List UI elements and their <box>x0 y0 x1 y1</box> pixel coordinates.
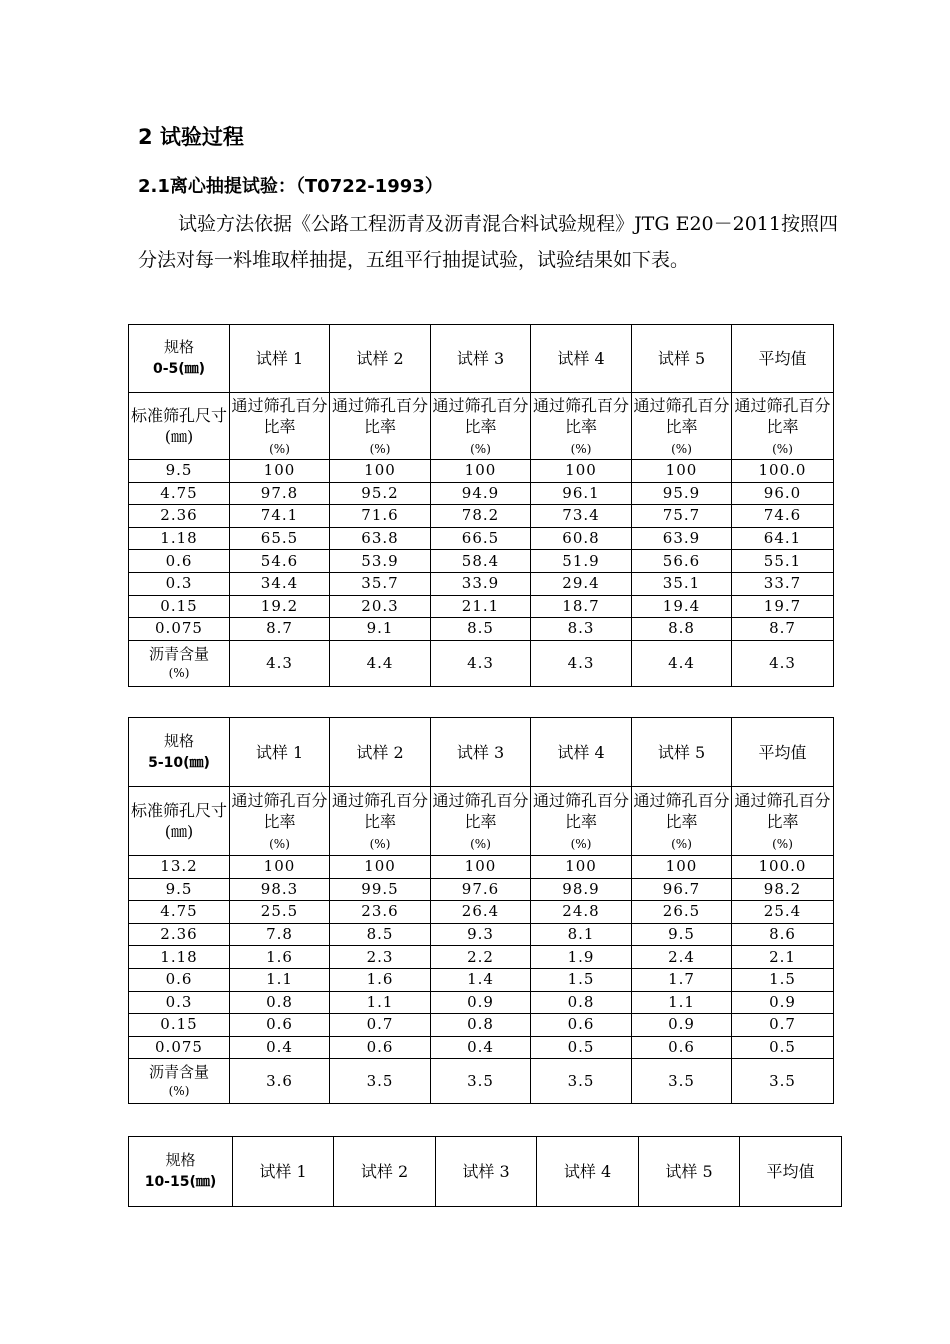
sample-value-cell: 98.9 <box>531 878 632 901</box>
sample-value-cell: 33.9 <box>431 572 531 595</box>
table-row <box>129 527 834 550</box>
pct-label: (%) <box>671 836 692 851</box>
sieve-size-cell: 0.15 <box>129 1014 230 1037</box>
col-header-sample-4: 试样 4 <box>537 1137 639 1207</box>
sample-value-cell: 58.4 <box>431 550 531 573</box>
sample-value-cell: 95.2 <box>330 482 431 505</box>
sample-value-cell: 1.5 <box>531 968 632 991</box>
sample-value-cell: 0.6 <box>230 1014 330 1037</box>
pct-label: (%) <box>470 836 491 851</box>
col-header-average: 平均值 <box>732 718 834 787</box>
average-value-cell: 33.7 <box>732 572 834 595</box>
pct-label: (%) <box>369 441 391 456</box>
sample-value-cell: 19.2 <box>230 595 330 618</box>
asphalt-value: 3.6 <box>230 1059 330 1104</box>
sample-value-cell: 8.5 <box>330 923 431 946</box>
table-row <box>129 505 834 528</box>
sample-value-cell: 8.5 <box>431 618 531 641</box>
average-value-cell: 2.1 <box>732 946 834 969</box>
sieve-size-cell: 0.3 <box>129 572 230 595</box>
sample-value-cell: 75.7 <box>632 505 732 528</box>
col-header-sample-1: 试样 1 <box>230 325 330 393</box>
sample-value-cell: 100 <box>330 856 431 879</box>
table-row <box>129 460 834 483</box>
col-header-sample-5: 试样 5 <box>632 325 732 393</box>
sieve-table-10-15 <box>128 1136 842 1207</box>
sample-value-cell: 0.6 <box>632 1036 732 1059</box>
subsection-heading: 2.1离心抽提试验：（T0722-1993） <box>138 176 443 197</box>
col-header-sample-2: 试样 2 <box>330 325 431 393</box>
sample-value-cell: 96.7 <box>632 878 732 901</box>
sieve-size-cell: 0.6 <box>129 968 230 991</box>
sample-value-cell: 1.1 <box>330 991 431 1014</box>
asphalt-value: 3.5 <box>330 1059 431 1104</box>
sample-value-cell: 51.9 <box>531 550 632 573</box>
col-header-sample-3: 试样 3 <box>436 1137 537 1207</box>
pass-label: 通过筛孔百分比率 <box>633 395 730 436</box>
average-value-cell: 100.0 <box>732 460 834 483</box>
asphalt-value: 4.4 <box>330 640 431 686</box>
sample-value-cell: 25.5 <box>230 901 330 924</box>
sample-value-cell: 65.5 <box>230 527 330 550</box>
pct-label: (%) <box>570 441 592 456</box>
col-header-sample-2: 试样 2 <box>330 718 431 787</box>
sample-value-cell: 63.8 <box>330 527 431 550</box>
asphalt-value: 4.3 <box>531 640 632 686</box>
sample-value-cell: 0.8 <box>230 991 330 1014</box>
pass-label-cell <box>230 787 330 856</box>
table-row <box>129 923 834 946</box>
sample-value-cell: 100 <box>431 856 531 879</box>
pass-label: 通过筛孔百分比率 <box>231 790 328 831</box>
pass-label-cell <box>431 393 531 460</box>
average-value-cell: 25.4 <box>732 901 834 924</box>
average-value-cell: 74.6 <box>732 505 834 528</box>
spec-label: 规格 <box>165 1151 196 1169</box>
sample-value-cell: 34.4 <box>230 572 330 595</box>
sample-value-cell: 1.6 <box>230 946 330 969</box>
asphalt-value: 3.5 <box>632 1059 732 1104</box>
sample-value-cell: 54.6 <box>230 550 330 573</box>
table-row <box>129 856 834 879</box>
section-heading: 2 试验过程 <box>138 125 244 149</box>
sample-value-cell: 0.4 <box>431 1036 531 1059</box>
pass-label: 通过筛孔百分比率 <box>331 395 428 436</box>
sample-value-cell: 35.1 <box>632 572 732 595</box>
pct-label: (%) <box>269 441 290 456</box>
sample-value-cell: 21.1 <box>431 595 531 618</box>
asphalt-value: 3.5 <box>531 1059 632 1104</box>
sample-value-cell: 0.8 <box>431 1014 531 1037</box>
asphalt-value: 3.5 <box>732 1059 834 1104</box>
sample-value-cell: 0.4 <box>230 1036 330 1059</box>
table-row <box>129 901 834 924</box>
sieve-size-cell: 9.5 <box>129 878 230 901</box>
col-header-sample-1: 试样 1 <box>233 1137 334 1207</box>
sample-value-cell: 99.5 <box>330 878 431 901</box>
sample-value-cell: 100 <box>230 460 330 483</box>
pass-label: 通过筛孔百分比率 <box>734 790 831 831</box>
sample-value-cell: 60.8 <box>531 527 632 550</box>
table-header-row <box>129 325 834 393</box>
sample-value-cell: 100 <box>531 460 632 483</box>
pass-label: 通过筛孔百分比率 <box>734 395 831 436</box>
col-header-average: 平均值 <box>732 325 834 393</box>
sample-value-cell: 0.6 <box>531 1014 632 1037</box>
sieve-table-5-10 <box>128 717 834 1104</box>
average-value-cell: 19.7 <box>732 595 834 618</box>
pass-label: 通过筛孔百分比率 <box>633 790 730 831</box>
average-value-cell: 98.2 <box>732 878 834 901</box>
sample-value-cell: 19.4 <box>632 595 732 618</box>
col-header-average: 平均值 <box>740 1137 842 1207</box>
pass-label: 通过筛孔百分比率 <box>231 395 328 436</box>
sample-value-cell: 0.9 <box>431 991 531 1014</box>
sample-value-cell: 100 <box>531 856 632 879</box>
table-subheader-row <box>129 787 834 856</box>
asphalt-label-cell <box>129 1059 230 1104</box>
sieve-size-cell: 0.6 <box>129 550 230 573</box>
table-row <box>129 618 834 641</box>
table-subheader-row <box>129 393 834 460</box>
sample-value-cell: 20.3 <box>330 595 431 618</box>
sieve-size-cell: 13.2 <box>129 856 230 879</box>
sample-value-cell: 18.7 <box>531 595 632 618</box>
sample-value-cell: 1.7 <box>632 968 732 991</box>
col-header-sample-3: 试样 3 <box>431 325 531 393</box>
sample-value-cell: 100 <box>330 460 431 483</box>
sample-value-cell: 71.6 <box>330 505 431 528</box>
sieve-table-0-5 <box>128 324 834 687</box>
pass-label-cell <box>531 787 632 856</box>
sample-value-cell: 53.9 <box>330 550 431 573</box>
sample-value-cell: 29.4 <box>531 572 632 595</box>
average-value-cell: 0.9 <box>732 991 834 1014</box>
pct-label: (%) <box>671 441 692 456</box>
average-value-cell: 55.1 <box>732 550 834 573</box>
average-value-cell: 8.7 <box>732 618 834 641</box>
sample-value-cell: 2.3 <box>330 946 431 969</box>
pass-label-cell <box>732 787 834 856</box>
size-label: 标准筛孔尺寸(㎜) <box>130 406 227 446</box>
table-row <box>129 1014 834 1037</box>
pct-label: (%) <box>168 1083 190 1098</box>
sample-value-cell: 97.6 <box>431 878 531 901</box>
asphalt-label-cell <box>129 640 230 686</box>
sample-value-cell: 0.7 <box>330 1014 431 1037</box>
col-header-sample-3: 试样 3 <box>431 718 531 787</box>
sample-value-cell: 73.4 <box>531 505 632 528</box>
sample-value-cell: 9.5 <box>632 923 732 946</box>
sample-value-cell: 7.8 <box>230 923 330 946</box>
average-value-cell: 0.7 <box>732 1014 834 1037</box>
pass-label-cell <box>330 787 431 856</box>
table-row <box>129 968 834 991</box>
asphalt-row <box>129 1059 834 1104</box>
sample-value-cell: 66.5 <box>431 527 531 550</box>
table-row <box>129 572 834 595</box>
sample-value-cell: 100 <box>230 856 330 879</box>
pct-label: (%) <box>269 836 290 851</box>
pct-label: (%) <box>772 836 793 851</box>
sample-value-cell: 0.5 <box>531 1036 632 1059</box>
pass-label: 通过筛孔百分比率 <box>532 790 629 831</box>
sample-value-cell: 100 <box>431 460 531 483</box>
average-value-cell: 64.1 <box>732 527 834 550</box>
table-row <box>129 550 834 573</box>
sample-value-cell: 94.9 <box>431 482 531 505</box>
average-value-cell: 8.6 <box>732 923 834 946</box>
sieve-size-cell: 2.36 <box>129 505 230 528</box>
spec-cell <box>129 325 230 393</box>
sample-value-cell: 35.7 <box>330 572 431 595</box>
sieve-size-cell: 0.15 <box>129 595 230 618</box>
sample-value-cell: 98.3 <box>230 878 330 901</box>
sieve-size-cell: 0.075 <box>129 1036 230 1059</box>
table-row <box>129 878 834 901</box>
col-header-sample-4: 试样 4 <box>531 718 632 787</box>
pass-label-cell <box>531 393 632 460</box>
sample-value-cell: 26.4 <box>431 901 531 924</box>
col-header-sample-2: 试样 2 <box>334 1137 436 1207</box>
table-header-row <box>129 718 834 787</box>
sample-value-cell: 96.1 <box>531 482 632 505</box>
sample-value-cell: 9.1 <box>330 618 431 641</box>
pct-label: (%) <box>570 836 592 851</box>
sieve-size-cell: 1.18 <box>129 527 230 550</box>
table-row <box>129 482 834 505</box>
average-value-cell: 0.5 <box>732 1036 834 1059</box>
sample-value-cell: 97.8 <box>230 482 330 505</box>
table-row <box>129 595 834 618</box>
method-paragraph-text: 试验方法依据《公路工程沥青及沥青混合料试验规程》JTG E20－2011按照四分法对每一料堆取样抽提，五组平行抽提试验，试验结果如下表。 <box>138 213 838 271</box>
sample-value-cell: 1.9 <box>531 946 632 969</box>
sieve-size-cell: 0.075 <box>129 618 230 641</box>
spec-value: 10-15(㎜) <box>144 1174 217 1190</box>
asphalt-label: 沥青含量 <box>148 1062 209 1081</box>
sample-value-cell: 8.1 <box>531 923 632 946</box>
sample-value-cell: 56.6 <box>632 550 732 573</box>
pass-label: 通过筛孔百分比率 <box>432 790 529 831</box>
average-value-cell: 100.0 <box>732 856 834 879</box>
col-header-sample-4: 试样 4 <box>531 325 632 393</box>
sample-value-cell: 95.9 <box>632 482 732 505</box>
asphalt-value: 4.3 <box>230 640 330 686</box>
asphalt-row <box>129 640 834 686</box>
pass-label-cell <box>330 393 431 460</box>
sample-value-cell: 9.3 <box>431 923 531 946</box>
spec-label: 规格 <box>163 338 194 356</box>
pass-label-cell <box>632 393 732 460</box>
pass-label-cell <box>632 787 732 856</box>
pct-label: (%) <box>470 441 491 456</box>
sample-value-cell: 2.2 <box>431 946 531 969</box>
asphalt-value: 4.3 <box>431 640 531 686</box>
pass-label: 通过筛孔百分比率 <box>532 395 629 436</box>
pass-label-cell <box>732 393 834 460</box>
size-label-cell <box>129 787 230 856</box>
pass-label-cell <box>431 787 531 856</box>
spec-value: 5-10(㎜) <box>148 754 210 771</box>
sample-value-cell: 74.1 <box>230 505 330 528</box>
sample-value-cell: 100 <box>632 460 732 483</box>
sample-value-cell: 0.9 <box>632 1014 732 1037</box>
spec-cell <box>129 1137 233 1207</box>
asphalt-label: 沥青含量 <box>148 644 209 663</box>
col-header-sample-1: 试样 1 <box>230 718 330 787</box>
spec-cell <box>129 718 230 787</box>
sample-value-cell: 0.6 <box>330 1036 431 1059</box>
sample-value-cell: 100 <box>632 856 732 879</box>
pass-label: 通过筛孔百分比率 <box>432 395 529 436</box>
sample-value-cell: 63.9 <box>632 527 732 550</box>
table-row <box>129 946 834 969</box>
sieve-size-cell: 2.36 <box>129 923 230 946</box>
sample-value-cell: 24.8 <box>531 901 632 924</box>
sieve-size-cell: 1.18 <box>129 946 230 969</box>
table-row <box>129 991 834 1014</box>
asphalt-value: 3.5 <box>431 1059 531 1104</box>
sample-value-cell: 2.4 <box>632 946 732 969</box>
col-header-sample-5: 试样 5 <box>639 1137 740 1207</box>
pct-label: (%) <box>772 441 793 456</box>
pass-label-cell <box>230 393 330 460</box>
pass-label: 通过筛孔百分比率 <box>331 790 428 831</box>
table-row <box>129 1036 834 1059</box>
sample-value-cell: 23.6 <box>330 901 431 924</box>
pct-label: (%) <box>369 836 391 851</box>
size-label-cell <box>129 393 230 460</box>
col-header-sample-5: 试样 5 <box>632 718 732 787</box>
pct-label: (%) <box>168 665 190 680</box>
sample-value-cell: 1.1 <box>230 968 330 991</box>
sieve-size-cell: 4.75 <box>129 482 230 505</box>
sample-value-cell: 26.5 <box>632 901 732 924</box>
sample-value-cell: 8.3 <box>531 618 632 641</box>
sample-value-cell: 1.4 <box>431 968 531 991</box>
spec-label: 规格 <box>163 731 194 750</box>
average-value-cell: 1.5 <box>732 968 834 991</box>
size-label: 标准筛孔尺寸(㎜) <box>130 801 227 841</box>
asphalt-value: 4.3 <box>732 640 834 686</box>
sample-value-cell: 0.8 <box>531 991 632 1014</box>
sample-value-cell: 8.8 <box>632 618 732 641</box>
average-value-cell: 96.0 <box>732 482 834 505</box>
sieve-size-cell: 9.5 <box>129 460 230 483</box>
asphalt-value: 4.4 <box>632 640 732 686</box>
sample-value-cell: 1.6 <box>330 968 431 991</box>
sample-value-cell: 1.1 <box>632 991 732 1014</box>
sieve-size-cell: 4.75 <box>129 901 230 924</box>
sample-value-cell: 8.7 <box>230 618 330 641</box>
table-header-row <box>129 1137 842 1207</box>
spec-value: 0-5(㎜) <box>152 361 206 377</box>
method-paragraph <box>138 206 838 278</box>
sample-value-cell: 78.2 <box>431 505 531 528</box>
sieve-size-cell: 0.3 <box>129 991 230 1014</box>
